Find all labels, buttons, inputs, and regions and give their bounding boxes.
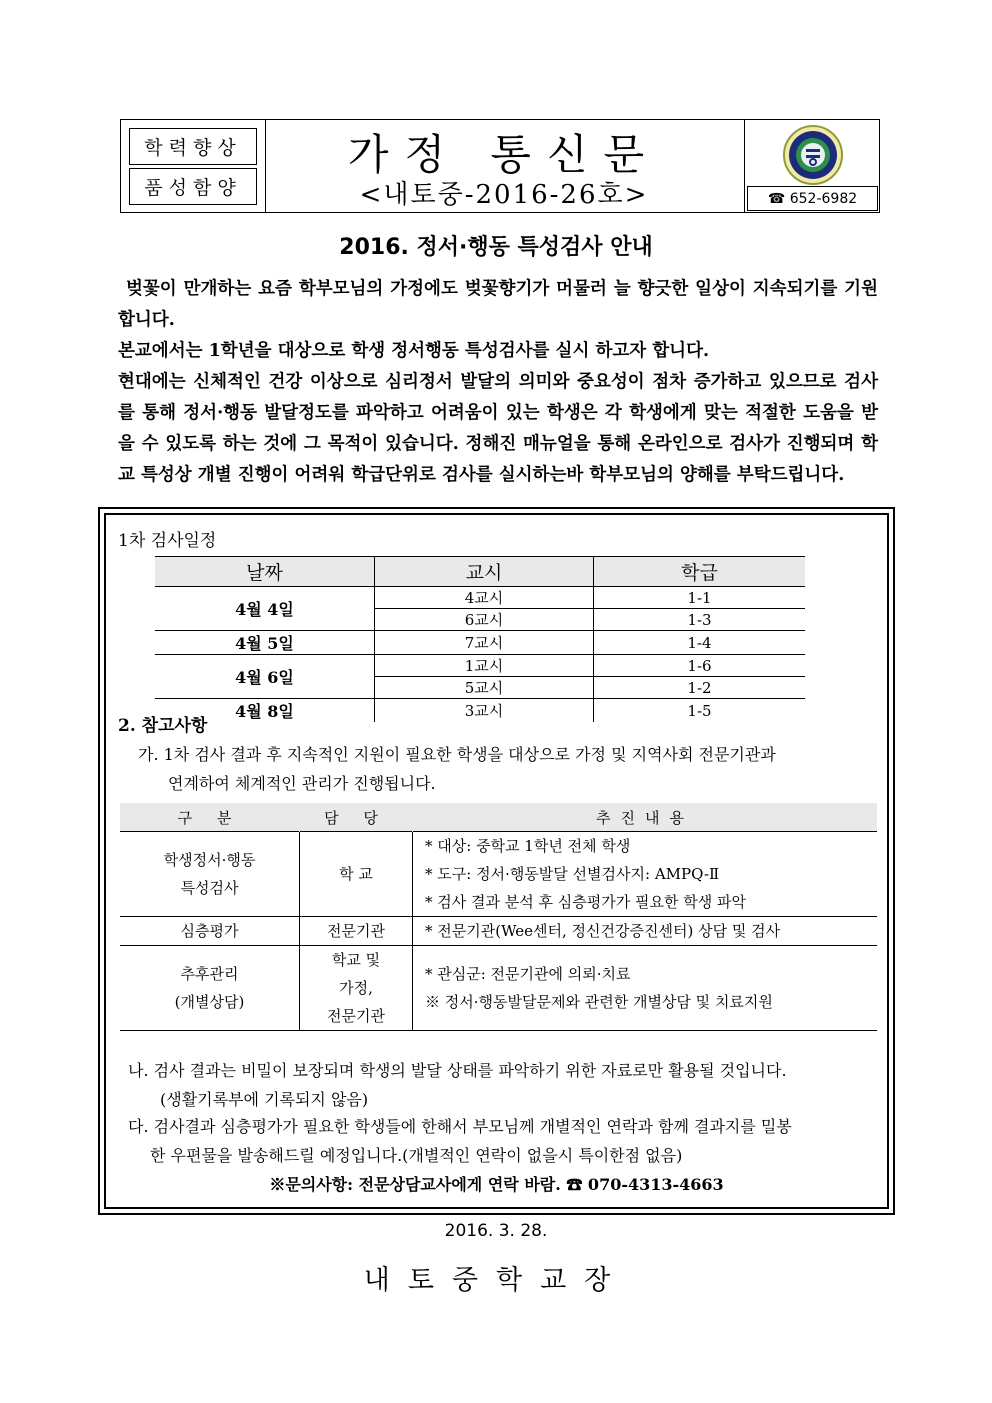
note-na-continued: (생활기록부에 기록되지 않음)	[160, 1090, 369, 1109]
table-row	[155, 631, 805, 655]
col-content-header: 추진내용	[413, 803, 878, 832]
schedule-period: 4교시	[375, 587, 594, 609]
plan-owner	[300, 946, 413, 1031]
notes-heading: 2. 참고사항	[118, 716, 208, 736]
table-row	[155, 655, 805, 677]
plan-category-line: (개별상담)	[174, 993, 245, 1011]
intro-paragraph-greeting	[118, 274, 878, 336]
principal-signature: 내토중학교장	[363, 1265, 629, 1296]
motto-academic: 학력향상	[129, 128, 257, 165]
schedule-class: 1-5	[687, 701, 712, 720]
plan-category	[120, 946, 300, 1031]
plan-item: ※ 정서·행동발달문제와 관련한 개별상담 및 치료지원	[425, 993, 773, 1011]
intro-paragraph-notice: 본교에서는 1학년을 대상으로 학생 정서행동 특성검사를 실시 하고자 합니다.	[118, 341, 710, 361]
newsletter-header	[120, 119, 880, 213]
motto-panel	[121, 120, 266, 212]
schedule-period: 3교시	[375, 699, 594, 723]
schedule-class: 1-6	[594, 655, 806, 677]
issue-date: 2016. 3. 28.	[444, 1221, 548, 1241]
school-phone: ☎ 652-6982	[747, 186, 878, 211]
schedule-period: 7교시	[375, 631, 594, 655]
note-ga: 가. 1차 검사 결과 후 지속적인 지원이 필요한 학생을 대상으로 가정 및 지역사회 전문기관과	[138, 745, 776, 764]
plan-category-line: 학생정서·행동	[163, 851, 256, 869]
schedule-period: 1교시	[375, 655, 594, 677]
contact-info: ※문의사항: 전문상담교사에게 연락 바람. ☎ 070-4313-4663	[269, 1175, 724, 1194]
schedule-class: 1-1	[594, 587, 806, 609]
col-date-header: 날짜	[155, 557, 375, 587]
plan-content: * 전문기관(Wee센터, 정신건강증진센터) 상담 및 검사	[413, 917, 878, 946]
col-owner-header: 담 당	[300, 803, 413, 832]
issue-number: <내토중-2016-26호>	[359, 180, 649, 210]
note-da-continued: 한 우편물을 발송해드릴 예정입니다.(개별적인 연락이 없을시 특이한점 없음)	[150, 1146, 683, 1165]
newsletter-title: 가정 통신문	[347, 130, 661, 179]
plan-content	[413, 946, 878, 1031]
col-class-header: 학급	[594, 557, 806, 587]
table-row	[155, 699, 805, 723]
schedule-table	[155, 556, 805, 722]
col-period-header: 교시	[375, 557, 594, 587]
plan-header-row	[120, 803, 877, 832]
greeting-text: 벚꽃이 만개하는 요즘 학부모님의 가정에도 벚꽃향기가 머물러 늘 향긋한 일상이 지속되기를 기원합니다.	[118, 279, 878, 330]
schedule-date: 4월 8일	[155, 699, 375, 723]
plan-owner-line: 가정,	[339, 979, 373, 997]
school-panel	[744, 120, 880, 212]
plan-item: * 도구: 정서·행동발달 선별검사지: AMPQ-Ⅱ	[425, 865, 720, 883]
plan-item: * 대상: 중학교 1학년 전체 학생	[425, 837, 631, 855]
plan-item: * 관심군: 전문기관에 의뢰·치료	[425, 965, 631, 983]
motto-character: 품성함양	[129, 168, 257, 205]
plan-category	[120, 832, 300, 917]
plan-owner-line: 전문기관	[327, 1007, 385, 1025]
schedule-date: 4월 6일	[155, 655, 375, 699]
note-ga-continued: 연계하여 체계적인 관리가 진행됩니다.	[168, 774, 436, 793]
schedule-date: 4월 4일	[155, 587, 375, 631]
table-row	[120, 946, 877, 1031]
plan-category: 심층평가	[120, 917, 300, 946]
plan-owner: 전문기관	[300, 917, 413, 946]
plan-item: * 검사 결과 분석 후 심층평가가 필요한 학생 파악	[425, 893, 746, 911]
plan-category-line: 추후관리	[180, 965, 239, 983]
schedule-period: 5교시	[375, 677, 594, 699]
schedule-class: 1-2	[594, 677, 806, 699]
schedule-class: 1-3	[594, 609, 806, 631]
note-da: 다. 검사결과 심층평가가 필요한 학생들에 한해서 부모님께 개별적인 연락과 함께 결과지를 밀봉	[128, 1117, 792, 1136]
document-title: 2016. 정서·행동 특성검사 안내	[339, 235, 653, 260]
schedule-class: 1-4	[594, 631, 806, 655]
plan-category-line: 특성검사	[180, 879, 239, 897]
note-na: 나. 검사 결과는 비밀이 보장되며 학생의 발달 상태를 파악하기 위한 자료로만 활용될 것입니다.	[128, 1061, 787, 1080]
schedule-heading: 1차 검사일정	[118, 531, 217, 551]
plan-owner: 학 교	[300, 832, 413, 917]
schedule-header-row	[155, 557, 805, 587]
plan-owner-line: 학교 및	[331, 951, 381, 969]
school-logo-icon	[782, 124, 844, 186]
table-row	[155, 587, 805, 609]
plan-content	[413, 832, 878, 917]
table-row	[120, 832, 877, 917]
plan-table	[120, 803, 877, 1031]
table-row	[120, 917, 877, 946]
col-category-header: 구 분	[120, 803, 300, 832]
schedule-date: 4월 5일	[155, 631, 375, 655]
schedule-period: 6교시	[375, 609, 594, 631]
intro-paragraph-purpose: 현대에는 신체적인 건강 이상으로 심리정서 발달의 의미와 중요성이 점차 증가하고 있으므로 검사를 통해 정서·행동 발달정도를 파악하고 어려움이 있는 학생은 각 학생에게 맞는 적절한 도움을 받을 수 있도록 하는 것에 그 목적이 있습니다. 정해진 매뉴얼을 통해 온라인으로 검사가 진행되며 학교 특성상 개별 진행이 어려워 학급단위로 검사를 실시하는바 학부모님의 양해를 부탁드립니다.	[118, 372, 878, 485]
